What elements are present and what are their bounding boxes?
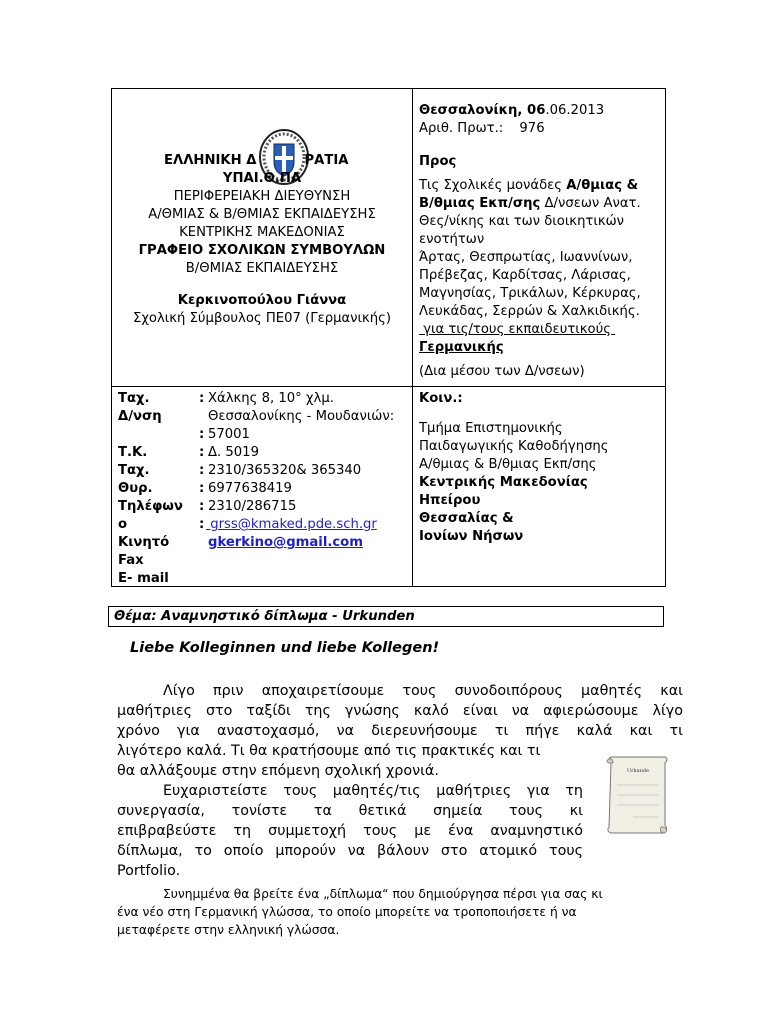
recipient-l5: Άρτας, Θεσπρωτίας, Ιωαννίνων, [419, 250, 633, 265]
protocol-label: Αριθ. Πρωτ.: [419, 121, 504, 136]
sender-line1-right: ΡΑΤΙΑ [304, 153, 349, 168]
cc-l4: Κεντρικής Μακεδονίας [419, 475, 588, 490]
subject-text: Θέμα: Αναμνηστικό δίπλωμα - Urkunden [114, 609, 415, 624]
p3-l3: μεταφέρετε στην ελληνική γλώσσα. [117, 923, 340, 937]
contact-addr1: Χάλκης 8, 10° χλμ. [208, 391, 334, 406]
cc-l1: Τμήμα Επιστημονικής [419, 421, 563, 436]
table-border-bottom [111, 586, 666, 587]
sender-line5: ΚΕΝΤΡΙΚΗΣ ΜΑΚΕΔΟΝΙΑΣ [179, 225, 345, 240]
contact-email-link-2[interactable]: gkerkino@gmail.com [208, 535, 363, 550]
cc-l3: Α/θμιας & Β/θμιας Εκπ/σης [419, 457, 597, 472]
body-paragraph-3 [117, 885, 683, 939]
contact-mobile: 6977638419 [208, 481, 292, 496]
date-rest: .06.2013 [545, 103, 605, 118]
contact-label-3 [118, 426, 183, 444]
contact-label-1: Ταχ. [118, 391, 150, 406]
sender-role: Σχολική Σύμβουλος ΠΕ07 (Γερμανικής) [132, 311, 392, 326]
body-paragraph-2 [117, 781, 583, 881]
sender-line2: ΥΠΑΙ.Θ.ΠΑ [222, 171, 302, 186]
contact-label-11: E- mail [118, 571, 169, 586]
sender-line6: ΓΡΑΦΕΙΟ ΣΧΟΛΙΚΩΝ ΣΥΜΒΟΥΛΩΝ [138, 243, 386, 258]
colon-4: : [199, 463, 205, 478]
sender-line1 [164, 152, 364, 170]
recipient-l10: Γερμανικής [419, 340, 504, 355]
contact-label-7: Τηλέφων [118, 499, 183, 514]
recipient-l1 [419, 177, 638, 195]
recipient-l4: ενοτήτων [419, 232, 485, 247]
contact-label-9: Κινητό [118, 535, 170, 550]
table-border-top [111, 88, 666, 89]
recipient-l2a: Β/θμιας Εκπ/σης [419, 196, 541, 211]
recipient-l11: (Δια μέσου των Δ/νσεων) [419, 364, 585, 379]
sender-line1-left: ΕΛΛΗΝΙΚΗ Δ [164, 153, 257, 168]
recipient-l1a: Τις Σχολικές μονάδες [419, 178, 567, 193]
contact-box: Δ. 5019 [208, 445, 259, 460]
sender-line4: Α/ΘΜΙΑΣ & Β/ΘΜΙΑΣ ΕΚΠΑΙΔΕΥΣΗΣ [148, 207, 376, 222]
p1-l2: μαθήτριες στο ταξίδι της γνώσης καλό είναι να αφιερώσουμε λίγο [117, 703, 683, 719]
cc-l6: Θεσσαλίας & [419, 511, 514, 526]
contact-label-8: ο [118, 517, 128, 532]
contact-phone: 2310/365320& 365340 [208, 463, 362, 478]
p1-l1: Λίγο πριν αποχαιρετίσουμε τους συνοδοιπόρους μαθητές και [163, 683, 683, 699]
cc-l2: Παιδαγωγικής Καθοδήγησης [419, 439, 609, 454]
recipient-l2 [419, 195, 641, 213]
contact-email-link-1[interactable]: grss@kmaked.pde.sch.gr [206, 517, 377, 532]
colon-2: : [199, 427, 205, 442]
date-city: Θεσσαλονίκη, 06 [419, 103, 546, 118]
sender-line3: ΠΕΡΙΦΕΡΕΙΑΚΗ ΔΙΕΥΘΥΝΣΗ [173, 189, 351, 204]
sender-name: Κερκινοπούλου Γιάννα [177, 293, 347, 308]
p2-l4: δίπλωμα, το οποίο μπορούν να βάλουν στο ατομικό τους [117, 843, 583, 859]
contact-labels [118, 390, 183, 588]
diploma-scroll-image [603, 755, 673, 835]
cc-l7: Ιονίων Νήσων [419, 529, 524, 544]
greeting: Liebe Kolleginnen und liebe Kollegen! [130, 640, 440, 656]
colon-1: : [199, 391, 205, 406]
recipient-l1b: Α/θμιας & [566, 178, 639, 193]
p1-l4: λιγότερο καλά. Τι θα κρατήσουμε από τις πρακτικές και τι [117, 743, 541, 759]
sender-line7: Β/ΘΜΙΑΣ ΕΚΠΑΙΔΕΥΣΗΣ [185, 261, 339, 276]
recipient-l2b: Δ/νσεων Ανατ. [540, 196, 641, 211]
contact-label-10: Fax [118, 553, 144, 568]
contact-addr2: Θεσσαλονίκης - Μουδανιών: [208, 409, 395, 424]
contact-fax: 2310/286715 [208, 499, 297, 514]
colon-5: : [199, 481, 205, 496]
scroll-title: Urkunde [626, 768, 650, 774]
p3-l1: Συνημμένα θα βρείτε ένα „δίπλωμα“ που δημιούργησα πέρσι για σας κι [163, 887, 603, 901]
table-border-center [412, 88, 413, 587]
p1-l3: χρόνο για αναστοχασμό, να διερευνήσουμε τι πήγε καλά και τι [117, 723, 683, 739]
p2-l3: επιβραβεύστε τη συμμετοχή τους με ένα αναμνηστικό [117, 823, 583, 839]
recipient-l8: Λευκάδας, Σερρών & Χαλκιδικής. [419, 304, 640, 319]
contact-postcode: 57001 [208, 427, 250, 442]
table-border-left [111, 88, 112, 587]
recipient-l9: για τις/τους εκπαιδευτικούς [419, 322, 616, 337]
p2-l1: Ευχαριστείστε τους μαθητές/τις μαθήτριες για τη [163, 783, 583, 799]
colon-3: : [199, 445, 205, 460]
p1-l5: θα αλλάξουμε στην επόμενη σχολική χρονιά. [117, 763, 439, 779]
table-border-right [665, 88, 666, 587]
p3-l2: ένα νέο στη Γερμανική γλώσσα, το οποίο μπορείτε να τροποποιήσετε ή να [117, 905, 577, 919]
p2-l5: Portfolio. [117, 863, 181, 879]
protocol-line [419, 120, 545, 138]
recipient-l3: Θες/νίκης και των διοικητικών [419, 214, 625, 229]
date-line [419, 102, 604, 120]
contact-label-4: Τ.Κ. [118, 445, 148, 460]
cc-l5: Ηπείρου [419, 493, 481, 508]
cc-label: Κοιν.: [419, 391, 463, 406]
colon-6: : [199, 499, 205, 514]
table-border-mid [111, 386, 666, 387]
colon-7: : [199, 517, 205, 532]
recipient-l6: Πρέβεζας, Καρδίτσας, Λάρισας, [419, 268, 631, 283]
recipient-label: Προς [419, 154, 457, 169]
contact-label-6: Θυρ. [118, 481, 153, 496]
contact-colons [199, 390, 204, 534]
contact-label-2: Δ/νση [118, 409, 162, 424]
contact-label-5: Ταχ. [118, 463, 150, 478]
body-paragraph-1 [117, 681, 683, 781]
recipient-l7: Μαγνησίας, Τρικάλων, Κέρκυρας, [419, 286, 641, 301]
protocol-number: 976 [519, 121, 545, 136]
p2-l2: συνεργασία, τονίστε τα θετικά σημεία τους κι [117, 803, 583, 819]
subject-box [108, 606, 664, 627]
